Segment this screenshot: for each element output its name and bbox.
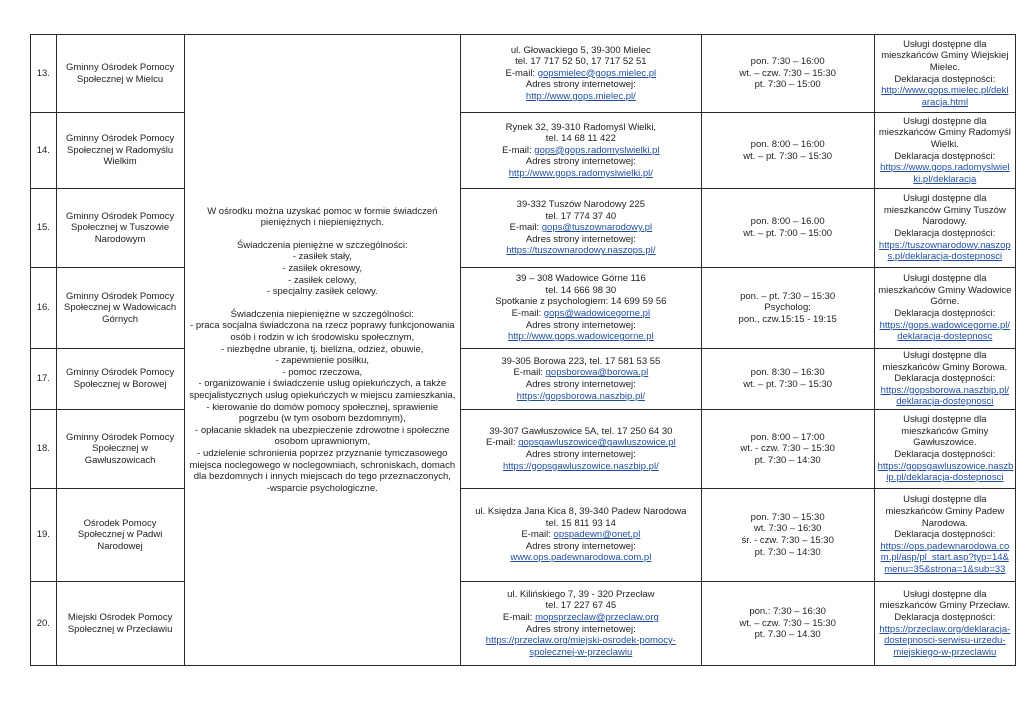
institution-name: Gminny Ośrodek Pomocy Społecznej w Mielcu: [56, 35, 184, 113]
accessibility-declaration-link[interactable]: http://www.gops.mielec.pl/dekl aracja.html: [881, 85, 1009, 108]
row-number: 14.: [31, 113, 57, 189]
contact-details: 39-305 Borowa 223, tel. 17 581 53 55 E-mail: gopsborowa@borowa.pl Adres strony internetowej: https://gopsborowa.naszbip.pl/: [461, 349, 702, 410]
list-item: - specjalny zasiłek celowy.: [266, 286, 378, 298]
contact-details: 39-332 Tuszów Narodowy 225 tel. 17 774 37 40 E-mail: gops@tuszownarodowy.pl Adres strony internetowej: https://tuszownarodowy.naszops.pl/: [461, 189, 702, 268]
accessibility-info: Usługi dostępne dla mieszkańców Gminy Przecław. Deklaracja dostępności: https://przeclaw.org/deklaracja- dostepnosci-serwisu-urzedu- miejskiego-w-przeclawiu: [874, 582, 1015, 666]
website-link[interactable]: http://www.gops.wadowicegorne.pl: [507, 331, 654, 343]
row-number: 20.: [31, 582, 57, 666]
accessibility-declaration-link[interactable]: https://www.gops.radomyslwiel ki.pl/deklaracja: [880, 162, 1010, 185]
list-item: - zasiłek stały,: [292, 251, 352, 263]
description-intro: W ośrodku można uzyskać pomoc w formie świadczeń pieniężnych i niepieniężnych.: [207, 205, 438, 229]
website-link[interactable]: https://gopsgawluszowice.naszbip.pl/: [502, 460, 659, 472]
services-description: [184, 35, 460, 666]
accessibility-info: Usługi dostępne dla mieszkanców Gminy Tuszów Narodowy. Deklaracja dostępności: https://tuszownarodowy.naszop s.pl/deklaracja-dostepnosci: [874, 189, 1015, 268]
contact-details: Rynek 32, 39-310 Radomyśl Wielki, tel. 14 68 11 422 E-mail: gops@gops.radomyslwielki.pl Adres strony internetowej: http://www.gops.radomyslwielki.pl/: [461, 113, 702, 189]
opening-hours: pon. 8:00 – 16:00 wt. – pt. 7:30 – 15:30: [701, 113, 874, 189]
accessibility-info: Usługi dostępne dla mieszkańców Gminy Borowa. Deklaracja dostępności: https://gopsborowa.naszbip.pl/ deklaracja-dostepnosci: [874, 349, 1015, 410]
row-number: 19.: [31, 489, 57, 582]
table-row: [31, 35, 1016, 113]
table-row: [31, 113, 1016, 189]
email-link[interactable]: gops@gops.radomyslwielki.pl: [534, 144, 660, 156]
row-number: 15.: [31, 189, 57, 268]
services-table: [30, 34, 1016, 666]
website-link[interactable]: https://gopsborowa.naszbip.pl/: [516, 390, 645, 402]
list-item: - pomoc rzeczowa,: [282, 366, 363, 378]
accessibility-info: Usługi dostępne dla mieszkańców Gminy Gawłuszowice. Deklaracja dostępności: https://gopsgawluszowice.naszb ip.pl/deklaracja-dostepnosci: [874, 410, 1015, 489]
website-link[interactable]: http://www.gops.mielec.pl/: [525, 90, 636, 102]
accessibility-info: Usługi dostępne dla mieszkańców Gminy Wadowice Górne. Deklaracja dostępności: https://gops.wadowicegorne.pl/ deklaracja-dostepnosc: [874, 268, 1015, 349]
list-item: -wsparcie psychologiczne.: [266, 482, 378, 494]
opening-hours: pon. – pt. 7:30 – 15:30 Psycholog: pon., czw.15:15 - 19:15: [701, 268, 874, 349]
institution-name: Miejski Ośrodek Pomocy Społecznej w Przecławiu: [56, 582, 184, 666]
list-item: - zasiłek okresowy,: [282, 263, 363, 275]
institution-name: Gminny Ośrodek Pomocy Społecznej w Wadowicach Górnych: [56, 268, 184, 349]
opening-hours: pon. 7:30 – 15:30 wt. 7:30 – 16:30 śr. - czw. 7:30 – 15:30 pt. 7:30 – 14:30: [701, 489, 874, 582]
table-row: [31, 489, 1016, 582]
accessibility-declaration-link[interactable]: https://gops.wadowicegorne.pl/ deklaracja-dostepnosc: [879, 319, 1011, 343]
contact-details: ul. Kilińskiego 7, 39 - 320 Przecław tel. 17 227 67 45 E-mail: mopsprzeclaw@przeclaw.org Adres strony internetowej: https://przeclaw.org/miejski-osrodek-pomocy- spolecznej-w-przeclawiu: [461, 582, 702, 666]
institution-name: Gminny Ośrodek Pomocy Społecznej w Gawłuszowicach: [56, 410, 184, 489]
list-item: - opłacanie składek na ubezpieczenie zdrowotne i społeczne osobom uprawnionym,: [195, 424, 450, 448]
institution-name: Gminny Ośrodek Pomocy Społecznej w Radomyślu Wielkim: [56, 113, 184, 189]
institution-name: Ośrodek Pomocy Społecznej w Padwi Narodowej: [56, 489, 184, 582]
table-row: [31, 349, 1016, 410]
contact-details: 39 – 308 Wadowice Górne 116 tel. 14 666 98 30 Spotkanie z psychologiem: 14 699 59 56 E-mail: gops@wadowicegorne.pl Adres strony internetowej: http://www.gops.wadowicegorne.pl: [461, 268, 702, 349]
cash-benefits-title: Świadczenia pieniężne w szczególności:: [237, 239, 408, 251]
contact-details: ul. Głowackiego 5, 39-300 Mielec tel. 17 717 52 50, 17 717 52 51 E-mail: gopsmielec@gops.mielec.pl Adres strony internetowej: http://www.gops.mielec.pl/: [461, 35, 702, 113]
row-number: 16.: [31, 268, 57, 349]
table-row: [31, 268, 1016, 349]
email-link[interactable]: gops@wadowicegorne.pl: [543, 308, 651, 319]
list-item: - organizowanie i świadczenie usług opiekuńczych, a także specjalistycznych usług opiekuńczych w miejscu zamieszkania,: [189, 378, 456, 401]
email-link[interactable]: opspadewn@onet.pl: [553, 529, 641, 541]
accessibility-declaration-link[interactable]: https://gopsborowa.naszbip.pl/ deklaracja-dostepnosci: [880, 384, 1009, 408]
accessibility-info: Usługi dostępne dla mieszkańców Gminy Radomyśl Wielki. Deklaracja dostępności: https://www.gops.radomyslwiel ki.pl/deklaracja: [874, 113, 1015, 189]
list-item: - udzielenie schronienia poprzez przyznanie tymczasowego miejsca noclegowego w noclegowniach, schroniskach, domach dla bezdomnych i innych miejscach do tego przeznaczonych,: [189, 447, 456, 483]
list-item: - niezbędne ubranie, tj. bielizna, odzież, obuwie,: [221, 343, 424, 355]
website-link[interactable]: www.ops.padewnarodowa.com.pl: [510, 552, 652, 564]
email-link[interactable]: gopsmielec@gops.mielec.pl: [537, 67, 657, 79]
opening-hours: pon. 8:00 – 17:00 wt. - czw. 7:30 – 15:30 pt. 7:30 – 14:30: [701, 410, 874, 489]
list-item: - praca socjalna świadczona na rzecz poprawy funkcjonowania osób i rodzin w ich środowisku społecznym,: [190, 320, 455, 344]
opening-hours: pon. 8:30 – 16:30 wt. – pt. 7:30 – 15:30: [701, 349, 874, 410]
email-link[interactable]: gopsgawluszowice@gawluszowice.pl: [518, 437, 676, 449]
row-number: 17.: [31, 349, 57, 410]
email-link[interactable]: gops@tuszownarodowy.pl: [541, 222, 653, 234]
accessibility-info: Usługi dostępne dla mieszkańców Gminy Wiejskiej Mielec. Deklaracja dostępności: http://www.gops.mielec.pl/dekl aracja.html: [874, 35, 1015, 113]
list-item: - zasiłek celowy,: [288, 274, 357, 286]
table-row: [31, 582, 1016, 666]
contact-details: 39-307 Gawłuszowice 5A, tel. 17 250 64 30 E-mail: gopsgawluszowice@gawluszowice.pl Adres strony internetowej: https://gopsgawluszowice.naszbip.pl/: [461, 410, 702, 489]
table-row: [31, 410, 1016, 489]
opening-hours: pon. 8:00 – 16.00 wt. – pt. 7:00 – 15:00: [701, 189, 874, 268]
row-number: 13.: [31, 35, 57, 113]
noncash-benefits-title: Świadczenia niepieniężne w szczególności:: [230, 308, 414, 320]
email-link[interactable]: gopsborowa@borowa.pl: [545, 367, 649, 379]
accessibility-info: Usługi dostępne dla mieszkańców Gminy Padew Narodowa. Deklaracja dostępności: https://ops.padewnarodowa.co m.pl/asp/pl_start.asp?typ=14& menu=35&strona=1&sub=33: [874, 489, 1015, 582]
row-number: 18.: [31, 410, 57, 489]
list-item: - kierowanie do domów pomocy społecznej, sprawienie pogrzebu (w tym osobom bezdomnym),: [206, 401, 439, 425]
website-link[interactable]: https://przeclaw.org/miejski-osrodek-pomocy- spolecznej-w-przeclawiu: [485, 635, 676, 658]
accessibility-declaration-link[interactable]: https://przeclaw.org/deklaracja- dostepnosci-serwisu-urzedu- miejskiego-w-przeclawiu: [879, 623, 1011, 658]
website-link[interactable]: https://tuszownarodowy.naszops.pl/: [506, 245, 656, 257]
table-row: [31, 189, 1016, 268]
opening-hours: pon.: 7:30 – 16:30 wt. – czw. 7:30 – 15:30 pt. 7.30 – 14.30: [701, 582, 874, 666]
opening-hours: pon. 7:30 – 16:00 wt. – czw. 7:30 – 15:30 pt. 7:30 – 15:00: [701, 35, 874, 113]
accessibility-declaration-link[interactable]: https://ops.padewnarodowa.co m.pl/asp/pl_start.asp?typ=14& menu=35&strona=1&sub=33: [880, 540, 1010, 575]
institution-name: Gminny Ośrodek Pomocy Społecznej w Tuszowie Narodowym: [56, 189, 184, 268]
accessibility-declaration-link[interactable]: https://tuszownarodowy.naszop s.pl/deklaracja-dostepnosci: [878, 239, 1011, 263]
email-link[interactable]: mopsprzeclaw@przeclaw.org: [535, 611, 659, 623]
contact-details: ul. Księdza Jana Kica 8, 39-340 Padew Narodowa tel. 15 811 93 14 E-mail: opspadewn@onet.pl Adres strony internetowej: www.ops.padewnarodowa.com.pl: [461, 489, 702, 582]
list-item: - zapewnienie posiłku,: [275, 355, 370, 367]
institution-name: Gminny Ośrodek Pomocy Społecznej w Borowej: [56, 349, 184, 410]
website-link[interactable]: http://www.gops.radomyslwielki.pl/: [508, 167, 653, 179]
accessibility-declaration-link[interactable]: https://gopsgawluszowice.naszb ip.pl/deklaracja-dostepnosci: [877, 460, 1014, 484]
